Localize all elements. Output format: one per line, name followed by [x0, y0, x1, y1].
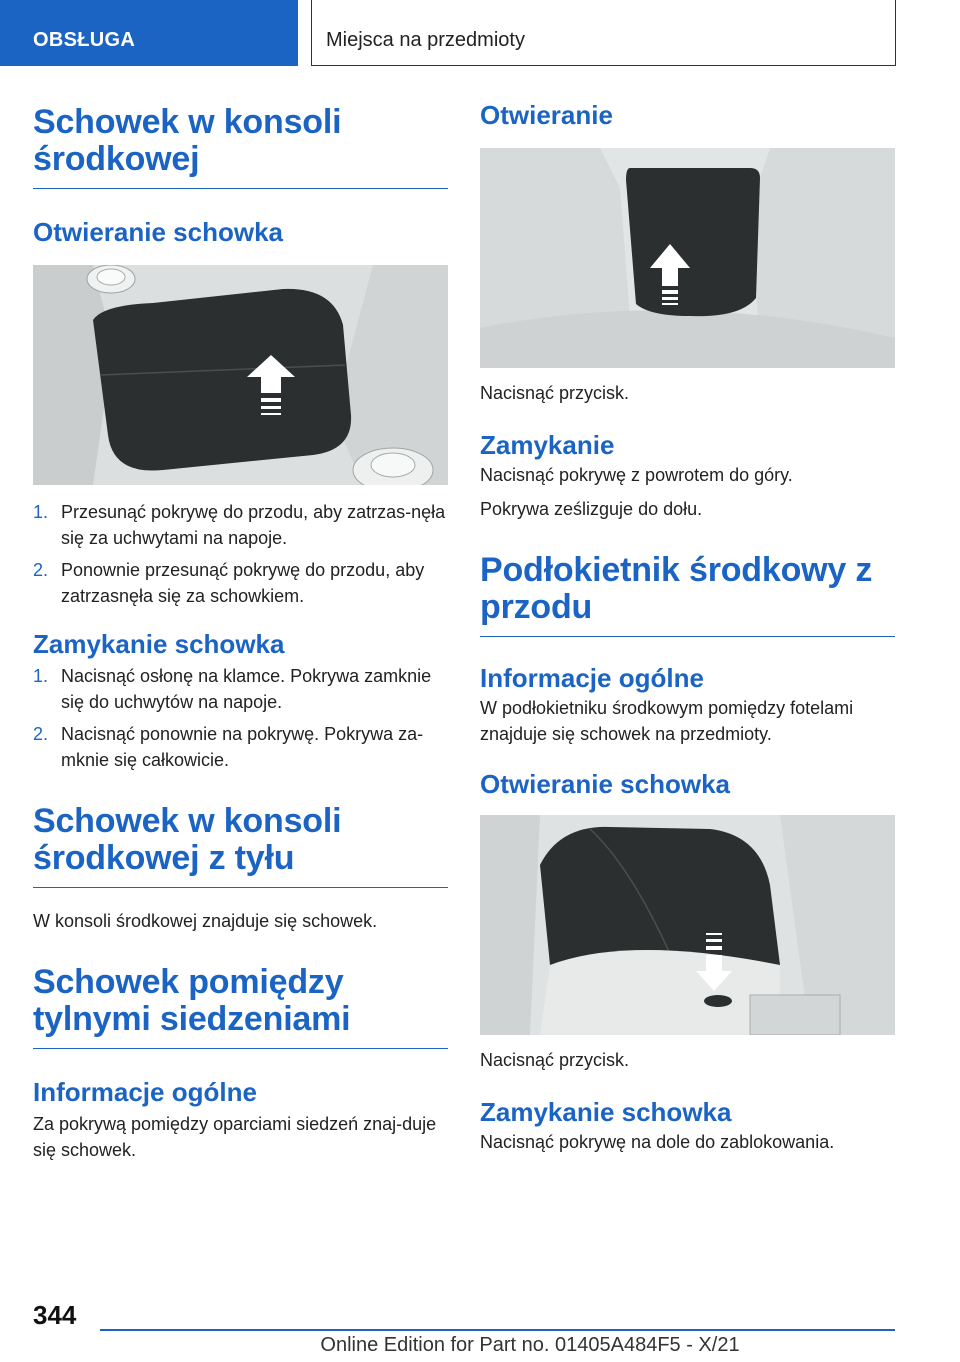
heading-opening-compartment: Otwieranie schowka	[33, 217, 283, 247]
heading-closing-compartment: Zamykanie schowka	[33, 629, 285, 659]
list-item: 1. Przesunąć pokrywę do przodu, aby zatrzas‐nęła się za uchwytami na napoje.	[33, 502, 446, 548]
right-column	[480, 100, 895, 1155]
footer-divider	[100, 1329, 895, 1331]
opening-steps-list	[33, 499, 448, 609]
closing-text-2: Pokrywa ześlizguje do dołu.	[480, 499, 703, 519]
heading-opening-compartment: Otwieranie schowka	[480, 769, 730, 799]
list-item: 2. Nacisnąć ponownie na pokrywę. Pokrywa za‐mknie się całkowicie.	[33, 724, 424, 770]
closing-steps-list	[33, 663, 448, 773]
left-column	[33, 104, 448, 1163]
closing-text: Nacisnąć pokrywę na dole do zablokowania.	[480, 1132, 835, 1152]
heading-closing-compartment: Zamykanie schowka	[480, 1097, 732, 1127]
section-title: Miejsca na przedmioty	[311, 0, 896, 66]
heading-general-info: Informacje ogólne	[33, 1077, 257, 1107]
general-info-text: Za pokrywą pomiędzy oparciami siedzeń znaj‐duje się schowek.	[33, 1114, 437, 1160]
heading-opening: Otwieranie	[480, 100, 613, 130]
front-console-illustration	[33, 265, 448, 485]
armrest-opening-caption: Nacisnąć przycisk.	[480, 1050, 630, 1070]
heading-between-rear-seats: Schowek pomiędzy tylnymi siedzeniami	[33, 964, 448, 1049]
general-info-text: W podłokietniku środkowym pomiędzy fotelami znajduje się schowek na przedmioty.	[480, 698, 854, 744]
footer-edition[interactable]: Online Edition for Part no. 01405A484F5 - X/21	[320, 1334, 740, 1356]
page-number: 344	[33, 1300, 77, 1330]
heading-front-console-storage: Schowek w konsoli środkowej	[33, 104, 448, 189]
list-item: 1. Nacisnąć osłonę na klamce. Pokrywa zamknie się do uchwytów na napoje.	[33, 666, 432, 712]
heading-front-armrest: Podłokietnik środkowy z przodu	[480, 552, 895, 637]
closing-text-1: Nacisnąć pokrywę z powrotem do góry.	[480, 465, 793, 485]
armrest-illustration	[480, 815, 895, 1035]
opening-caption: Nacisnąć przycisk.	[480, 383, 630, 403]
rear-seat-storage-illustration	[480, 148, 895, 368]
heading-rear-console-storage: Schowek w konsoli środkowej z tyłu	[33, 803, 448, 888]
heading-general-info: Informacje ogólne	[480, 663, 704, 693]
list-item: 2. Ponownie przesunąć pokrywę do przodu, aby zatrzasnęła się za schowkiem.	[33, 560, 425, 606]
heading-closing: Zamykanie	[480, 430, 615, 460]
rear-console-text: W konsoli środkowej znajduje się schowek.	[33, 911, 378, 931]
chapter-tab[interactable]: OBSŁUGA	[0, 0, 298, 66]
